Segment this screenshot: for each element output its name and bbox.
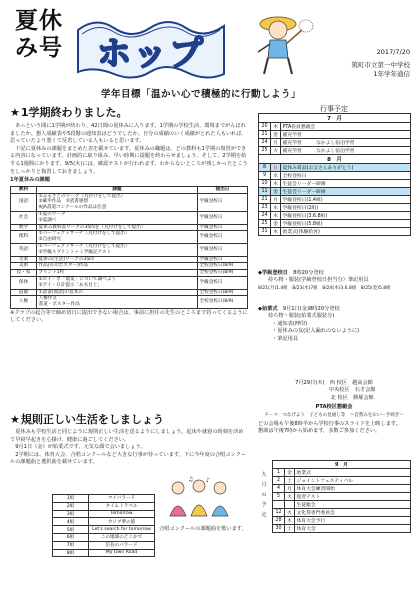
issue-title: 夏休み号	[15, 8, 63, 61]
month-label: 7 月	[259, 114, 411, 123]
weekday-cell: 日	[271, 164, 281, 172]
task-line: ①パーフェクトサーチ（丸付けをして提出）	[38, 243, 130, 249]
pta-theme: テーマ：つなげよう 子どもの見通し等 ～自然みをおいー手続ぎ～	[264, 412, 404, 418]
table-row	[53, 541, 155, 549]
month-row	[273, 461, 411, 469]
day-cell: 20	[259, 123, 271, 131]
day-cell: 1	[273, 469, 285, 477]
table-row	[53, 533, 155, 541]
ceremony-item: ・筆記用具	[272, 335, 298, 342]
pta-row: 北 校区 篠塚会館	[294, 394, 374, 401]
day-cell: 24	[259, 212, 271, 220]
song-cell: 信長のバラード	[89, 541, 155, 549]
song-cell: カリブ夢の旅	[89, 518, 155, 526]
weekday-cell: 火	[271, 147, 281, 155]
event-cell: 生徒会リーダー研修	[281, 180, 411, 188]
section-paragraph: 下記に夏休みの課題をまとめた表を載せています。夏休みの職題は、どの教科も1学期の復習ができる内容になっています。計画的に取り組み、早い時期に提題を終わらせましょう。そして、2学期を始する1週間にかります。9/5(火)には、確認テストが行われます。わからないところが残しかったとこうをしっかりと復習しておきましょう。	[10, 145, 248, 175]
due-cell: 学級登校日	[198, 193, 248, 211]
due-cell: 学級登校日	[198, 276, 248, 289]
task-line: ①読書(国語)の基本の	[38, 289, 83, 295]
pta-paragraph: どの会場も午後8時半から学校行事のスライドを上映します。	[258, 421, 401, 428]
task-cell	[37, 276, 198, 289]
table-row	[11, 289, 248, 296]
table-row	[53, 502, 155, 510]
table-row	[273, 509, 411, 517]
subject-cell: 技・家	[11, 270, 37, 277]
table-row	[259, 147, 411, 155]
star-icon: ★	[10, 106, 20, 119]
event-cell: 体育大会予行	[295, 517, 411, 525]
weekday-cell: 月	[285, 485, 295, 493]
task-line: ①ロイ・ポ「農業」について調べよう	[38, 276, 116, 282]
task-cell	[37, 231, 198, 244]
task-line: ※JA書道コンクールの作品は任意	[38, 205, 107, 211]
event-cell: 補充学習	[281, 131, 411, 139]
schedule-title: 行事予定	[320, 105, 348, 113]
table-row	[53, 495, 155, 503]
table-row	[11, 276, 248, 289]
due-cell: 学級登校日	[198, 211, 248, 224]
event-cell: 学級登校日(2組)	[281, 204, 411, 212]
song-cell: タイムトラベル	[89, 502, 155, 510]
task-line: 夏休み(生活)ワークの35問	[38, 256, 94, 262]
column-header: 提出日	[198, 186, 248, 193]
subject-cell: 理科	[11, 231, 37, 244]
month-row	[259, 114, 411, 123]
song-cell: Tomorrow	[89, 510, 155, 518]
month-row	[259, 155, 411, 164]
event-cell: 始業式(体験給食)	[281, 228, 411, 236]
table-row	[273, 493, 411, 501]
table-row	[11, 224, 248, 231]
weekday-cell: 土	[285, 477, 295, 485]
task-line: ①ふるさとのワーク（丸付けをして提出）	[38, 193, 126, 199]
day-cell: 10	[259, 180, 271, 188]
class-cell: 2組	[53, 502, 89, 510]
ceremony-time: 9月1日(金)8時20分登校	[282, 306, 340, 312]
weekday-cell: 火	[285, 509, 295, 517]
weekday-cell: 木	[285, 517, 295, 525]
table-row	[259, 188, 411, 196]
table-row	[273, 501, 411, 509]
task-line: ②夏調べ	[38, 217, 57, 223]
due-cell: 学級登校日	[198, 231, 248, 244]
table-row	[11, 211, 248, 224]
task-line: ②学級スプリント＋ミ学級記テスト	[38, 249, 112, 255]
day-cell: 31	[259, 228, 271, 236]
school-day-title: ◆学級登校日	[258, 270, 288, 276]
table-row	[259, 180, 411, 188]
ceremony-header: 持ち物・服装(始業式服装分)	[268, 313, 335, 320]
pta-meeting-info	[258, 380, 410, 436]
month-label: 9 月	[273, 461, 411, 469]
september-schedule-table	[272, 460, 411, 533]
table-row	[273, 469, 411, 477]
weekday-cell: 水	[271, 204, 281, 212]
table-row	[11, 270, 248, 277]
subject-cell: 数学	[11, 224, 37, 231]
star-icon: ★	[10, 413, 20, 426]
due-cell: 全校登校日(8/9)	[198, 270, 248, 277]
class-cell: 1組	[53, 495, 89, 503]
event-cell: ジョイントフェスティバル	[295, 477, 411, 485]
weekday-cell: 月	[271, 139, 281, 147]
day-cell: 8	[259, 164, 271, 172]
task-cell	[37, 289, 198, 296]
section-paragraph: 2学期には、体育大会、合唱コンクールなど大きな行事が待っています。下に今年度の合唱コンクールの課題曲と選択曲を載せています。	[10, 451, 247, 466]
table-row	[53, 549, 155, 557]
pta-title: PTA校区懇親会	[315, 404, 353, 411]
pta-row: 7月29日(木) 西 校区 越高会館	[295, 380, 373, 386]
day-cell: 21	[259, 131, 271, 139]
subject-cell: 保体	[11, 276, 37, 289]
day-cell: 30	[273, 525, 285, 533]
event-cell: 学級登校日(3.6.8組)	[281, 212, 411, 220]
weekday-cell: 木	[271, 123, 281, 131]
table-row	[259, 228, 411, 236]
table-row	[259, 164, 411, 172]
event-schedule-table	[258, 113, 411, 236]
table-row	[273, 517, 411, 525]
task-cell	[37, 224, 198, 231]
day-cell: 11	[259, 188, 271, 196]
event-cell: 生徒総会	[295, 501, 411, 509]
assignment-table	[10, 186, 248, 309]
event-cell: 夏休み賞品(お父さんありがとう)	[281, 164, 411, 172]
choir-illustration	[166, 476, 232, 522]
issue-info	[310, 48, 410, 79]
task-line: 人権作文	[38, 296, 57, 302]
table-row	[259, 220, 411, 228]
day-cell: 12	[273, 509, 285, 517]
event-cell: 学級登校日(1.4組)	[281, 196, 411, 204]
weekday-cell	[285, 501, 295, 509]
task-cell	[37, 193, 198, 211]
subject-cell: 英語	[11, 243, 37, 256]
weekday-cell: 火	[285, 493, 295, 501]
day-cell: 2	[273, 477, 285, 485]
table-row	[273, 525, 411, 533]
task-line: プリント1枚	[38, 270, 65, 276]
table-row	[273, 477, 411, 485]
newsletter-name: 1年学年通信	[373, 70, 410, 78]
assignment-note: ※クラブの起合等で締め切日に提出できない場合は、事前に担任の先生のところまで持ってくるようにしてください。	[10, 309, 248, 324]
task-cell	[37, 270, 198, 277]
song-cell: この地球のどこかで	[89, 533, 155, 541]
section-first-term	[10, 104, 248, 325]
weekday-cell: 金	[271, 220, 281, 228]
table-row	[259, 172, 411, 180]
day-cell	[273, 501, 285, 509]
subject-cell: 道徳	[11, 289, 37, 296]
weekday-cell: 水	[271, 172, 281, 180]
class-cell: 6組	[53, 533, 89, 541]
ceremony-item: ・通知表(押印)	[272, 320, 308, 327]
section-heading	[10, 104, 248, 120]
day-cell: 9	[259, 172, 271, 180]
logo-text: ホップ	[97, 34, 205, 74]
day-cell: 5	[273, 493, 285, 501]
table-row	[259, 123, 411, 131]
due-cell: 学級登校日	[198, 256, 248, 263]
table-row	[11, 296, 248, 309]
event-cell: 全校登校日	[281, 172, 411, 180]
pta-row: 中央校区 石才会館	[292, 387, 376, 394]
section-heading	[10, 411, 248, 427]
task-line: 作品(有功ポスター)作品	[38, 263, 89, 269]
due-cell: 学級登校日	[198, 243, 248, 256]
ceremony-title: ◆始業式	[258, 306, 278, 312]
day-cell: 25	[259, 220, 271, 228]
section-title: 規則正しい生活をしましょう	[20, 413, 164, 426]
school-day-items: 持ち物・服装(学級登校日担当分）筆記用具	[268, 277, 369, 284]
school-day-info	[258, 270, 410, 292]
opening-ceremony-info	[258, 306, 410, 343]
table-row	[11, 263, 248, 270]
weekday-cell: 月	[271, 196, 281, 204]
school-day-time: 8時20分登校	[293, 270, 324, 276]
table-row	[11, 256, 248, 263]
class-cell: 8組	[53, 549, 89, 557]
day-cell: 24	[259, 139, 271, 147]
day-cell: 4	[273, 485, 285, 493]
section-title: 1学期終わりました。	[20, 106, 128, 119]
event-cell: 生徒会リーダー研修	[281, 188, 411, 196]
task-cell	[37, 243, 198, 256]
event-cell: PTA役員懇親会	[281, 123, 411, 131]
table-row	[259, 196, 411, 204]
table-row	[53, 518, 155, 526]
chorus-song-table	[52, 494, 155, 557]
table-row	[259, 131, 411, 139]
subject-cell: 人権	[11, 296, 37, 309]
class-cell: 7組	[53, 541, 89, 549]
mascot-boy-illustration	[240, 10, 320, 82]
table-row	[259, 139, 411, 147]
song-cell: My Own Road	[89, 549, 155, 557]
class-cell: 3組	[53, 510, 89, 518]
event-cell: 復習テスト	[295, 493, 411, 501]
section-paragraph: あっという間に1学期が終わり、42日間の夏休みに入ります。1学期の学校生活、環境までがんばれましたか。懇人成績表や5段階の通知表はどうでしたか。自分の成績のいく成績がとれた人もいれば、思っていたより悪くて反省している人もいると思います。	[10, 123, 247, 145]
task-line: ①夏のワーク	[38, 211, 66, 217]
september-vertical-label: 九月の予定	[261, 472, 267, 518]
weekday-cell: 木	[271, 228, 281, 236]
event-cell: 文化祭専門委員会	[295, 509, 411, 517]
svg-text:♫: ♫	[188, 476, 194, 483]
subject-cell: 美術	[11, 263, 37, 270]
weekday-cell: 土	[285, 525, 295, 533]
task-line: ②確申作品 ③読書感想	[38, 199, 89, 205]
ceremony-item: ・夏休みの友(記入漏れのないように)	[272, 328, 360, 335]
month-label: 8 月	[259, 155, 411, 164]
table-row	[11, 243, 248, 256]
event-cell: 学級登校日(5.8組)	[281, 220, 411, 228]
table-row	[53, 510, 155, 518]
pta-paragraph: 懇談は午後7時から始めます。多数ご参加ください。	[258, 428, 381, 435]
day-cell: 21	[259, 196, 271, 204]
weekday-cell: 木	[271, 212, 281, 220]
svg-text:♪: ♪	[206, 477, 210, 484]
due-cell: 全校登校日(8/9)	[198, 263, 248, 270]
assignment-caption: 1年夏休みの課題	[10, 177, 50, 184]
event-cell: 体育大会練習開始	[295, 485, 411, 493]
section-daily-life	[10, 411, 248, 467]
weekday-cell: 金	[285, 469, 295, 477]
class-cell: 4組	[53, 518, 89, 526]
song-cell: マイバラード	[89, 495, 155, 503]
due-cell: 学級登校日	[198, 224, 248, 231]
column-header: 教科	[11, 186, 37, 193]
subject-cell: 社会	[11, 211, 37, 224]
table-row	[259, 204, 411, 212]
due-cell: 全校登校日(8/9)	[198, 289, 248, 296]
table-row	[11, 193, 248, 211]
newsletter-logo	[76, 8, 226, 84]
column-header: 課題	[37, 186, 198, 193]
day-cell: 25	[259, 147, 271, 155]
task-line: 夏休み教科書ワークの35問を（丸付けをして提出）	[38, 224, 146, 230]
subject-cell: 音楽	[11, 256, 37, 263]
songs-note: 合唱コンクールの課題曲を歌います。	[159, 526, 247, 532]
issue-date: 2017/7/20	[376, 48, 410, 56]
event-cell: 体育大会	[295, 525, 411, 533]
table-row	[259, 212, 411, 220]
task-line: ②ゲイ・Ｄ計提示「あ水目と」	[38, 282, 103, 288]
grade-goal: 学年目標「温かい心で積極的に行動しよう」	[100, 89, 301, 100]
day-cell: 23	[259, 204, 271, 212]
task-cell	[37, 211, 198, 224]
weekday-cell: 金	[271, 131, 281, 139]
day-cell: 28	[273, 517, 285, 525]
table-row	[53, 526, 155, 534]
task-line: 書道・ポスター作品	[38, 302, 80, 308]
subject-cell: 国語	[11, 193, 37, 211]
song-cell: Let's search for tomorrow	[89, 526, 155, 534]
table-row	[11, 231, 248, 244]
section-paragraph: 9月1日（金）が始業式です。元気な顔で会いましょう。	[10, 444, 146, 451]
table-header-row	[11, 186, 248, 193]
event-cell: 補充学習 なかよし宿泊学習	[281, 139, 411, 147]
task-cell	[37, 256, 198, 263]
task-cell	[37, 296, 198, 309]
school-name: 筑町市立第一中学校	[351, 61, 410, 69]
section-paragraph: 夏休みも学校生活と同じように規則正しい生活を送るようにしましょう。起床や就寝の時刻を決めて早寝早起きを心掛け、健康に過ごしてください。	[10, 429, 244, 443]
task-line: ①パーフェクトサーチ（丸付けをして提出）	[38, 231, 130, 237]
weekday-cell: 木	[271, 180, 281, 188]
school-day-dates: 8/21(月)1.4組 8/23(水)7組 8/24(木)3.6.8組 8/25(金)5.8組	[258, 285, 391, 291]
task-cell	[37, 263, 198, 270]
weekday-cell: 金	[271, 188, 281, 196]
class-cell: 5組	[53, 526, 89, 534]
task-line: ②自由研究	[38, 237, 61, 243]
event-cell: 補充学習 なかよし宿泊学習	[281, 147, 411, 155]
wave-logo-decoration	[76, 8, 226, 84]
event-cell: 始業式	[295, 469, 411, 477]
table-row	[273, 485, 411, 493]
due-cell: 全校登校日(8/9)	[198, 296, 248, 309]
